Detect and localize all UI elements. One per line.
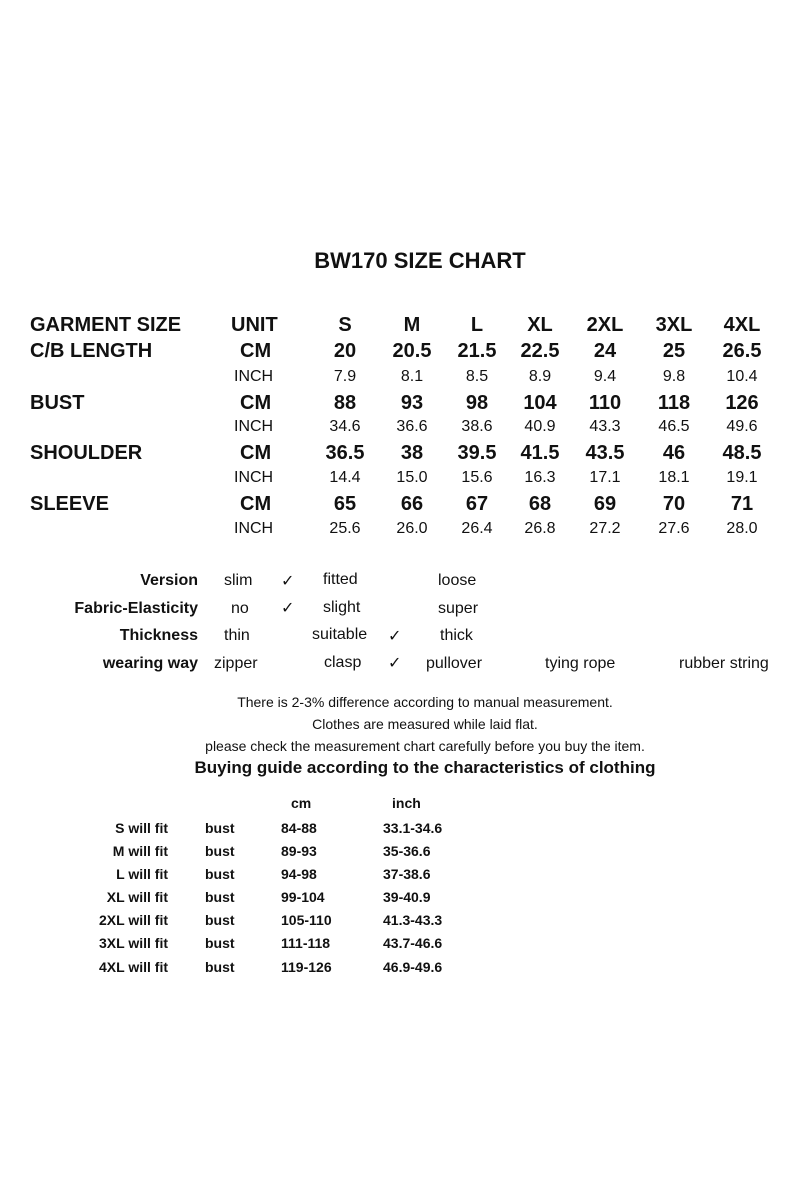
guide-col-inch: inch	[392, 795, 421, 811]
cb-length-inch-2xl: 9.4	[593, 368, 617, 385]
shoulder-cm-xl: 41.5	[520, 442, 560, 464]
cb-length-inch-m: 8.1	[400, 368, 424, 385]
sleeve-inch-s: 25.6	[329, 520, 361, 537]
sleeve-cm-m: 66	[400, 493, 424, 515]
attr-option: loose	[438, 572, 477, 589]
attr-option: pullover	[426, 655, 483, 672]
size-header-l: L	[470, 314, 484, 336]
shoulder-cm-m: 38	[400, 442, 424, 464]
check-mark-icon: ✓	[388, 655, 402, 672]
cb-length-inch-s: 7.9	[333, 368, 357, 385]
cb-length-cm-4xl: 26.5	[722, 340, 762, 362]
size-header-4xl: 4XL	[723, 314, 761, 336]
bust-cm-3xl: 118	[657, 392, 691, 414]
bust-cm-l: 98	[465, 392, 489, 414]
shoulder-cm-s: 36.5	[325, 442, 365, 464]
guide-part: bust	[205, 889, 235, 905]
attr-option: no	[231, 600, 249, 617]
guide-size: 4XL will fit	[99, 959, 168, 975]
unit-inch: INCH	[234, 368, 274, 385]
cb-length-cm-2xl: 24	[593, 340, 617, 362]
unit-cm: CM	[240, 392, 272, 414]
size-header-s: S	[338, 314, 352, 336]
attr-option: thick	[440, 627, 473, 644]
cb-length-inch-4xl: 10.4	[726, 368, 758, 385]
guide-inch-range: 35-36.6	[383, 843, 431, 859]
guide-part: bust	[205, 935, 235, 951]
note-line: There is 2-3% difference according to manual measurement.	[237, 694, 613, 710]
bust-cm-2xl: 110	[588, 392, 622, 414]
guide-cm-range: 94-98	[281, 866, 317, 882]
sleeve-inch-xl: 26.8	[524, 520, 556, 537]
bust-inch-4xl: 49.6	[726, 418, 758, 435]
bust-inch-s: 34.6	[329, 418, 361, 435]
shoulder-inch-m: 15.0	[396, 469, 428, 486]
unit-inch: INCH	[234, 469, 274, 486]
cb-length-inch-xl: 8.9	[528, 368, 552, 385]
sleeve-inch-l: 26.4	[461, 520, 493, 537]
sleeve-inch-4xl: 28.0	[726, 520, 758, 537]
shoulder-inch-4xl: 19.1	[726, 469, 758, 486]
attr-option: rubber string	[679, 655, 769, 672]
size-header-3xl: 3XL	[655, 314, 693, 336]
row-label-cb-length: C/B LENGTH	[30, 340, 153, 362]
guide-part: bust	[205, 820, 235, 836]
shoulder-inch-s: 14.4	[329, 469, 361, 486]
bust-inch-3xl: 46.5	[658, 418, 690, 435]
sleeve-inch-3xl: 27.6	[658, 520, 690, 537]
guide-cm-range: 99-104	[281, 889, 325, 905]
sleeve-cm-4xl: 71	[730, 493, 754, 515]
row-label-bust: BUST	[30, 392, 85, 414]
attr-option: slim	[224, 572, 253, 589]
cb-length-cm-xl: 22.5	[520, 340, 560, 362]
bust-cm-4xl: 126	[725, 392, 759, 414]
unit-cm: CM	[240, 493, 272, 515]
guide-size: XL will fit	[106, 889, 168, 905]
attr-label-fabric-elasticity: Fabric-Elasticity	[74, 600, 198, 617]
row-label-sleeve: SLEEVE	[30, 493, 109, 515]
guide-part: bust	[205, 912, 235, 928]
attr-label-thickness: Thickness	[119, 627, 198, 644]
note-line: Clothes are measured while laid flat.	[312, 716, 538, 732]
size-header-xl: XL	[527, 314, 553, 336]
cb-length-inch-3xl: 9.8	[662, 368, 686, 385]
check-mark-icon: ✓	[388, 628, 402, 645]
bust-cm-xl: 104	[523, 392, 557, 414]
cb-length-inch-l: 8.5	[465, 368, 489, 385]
guide-part: bust	[205, 959, 235, 975]
guide-inch-range: 39-40.9	[383, 889, 431, 905]
guide-size: 2XL will fit	[99, 912, 168, 928]
cb-length-cm-s: 20	[333, 340, 357, 362]
guide-inch-range: 46.9-49.6	[383, 959, 443, 975]
note-line: please check the measurement chart carefully before you buy the item.	[205, 738, 645, 754]
garment-size-header: GARMENT SIZE	[30, 314, 182, 336]
guide-part: bust	[205, 843, 235, 859]
guide-size: L will fit	[116, 866, 168, 882]
guide-inch-range: 37-38.6	[383, 866, 431, 882]
attr-option: fitted	[323, 571, 358, 588]
bust-inch-l: 38.6	[461, 418, 493, 435]
cb-length-cm-m: 20.5	[392, 340, 432, 362]
attr-option: slight	[323, 599, 361, 616]
shoulder-cm-4xl: 48.5	[722, 442, 762, 464]
size-header-2xl: 2XL	[586, 314, 624, 336]
cb-length-cm-3xl: 25	[662, 340, 686, 362]
guide-inch-range: 33.1-34.6	[383, 820, 443, 836]
size-header-m: M	[403, 314, 421, 336]
check-mark-icon: ✓	[281, 600, 295, 617]
sleeve-cm-xl: 68	[528, 493, 552, 515]
unit-cm: CM	[240, 442, 272, 464]
guide-inch-range: 43.7-46.6	[383, 935, 443, 951]
row-label-shoulder: SHOULDER	[30, 442, 143, 464]
attr-option: clasp	[324, 654, 362, 671]
bust-cm-m: 93	[400, 392, 424, 414]
sleeve-cm-2xl: 69	[593, 493, 617, 515]
buying-guide-title: Buying guide according to the characteristics of clothing	[194, 758, 656, 777]
shoulder-inch-3xl: 18.1	[658, 469, 690, 486]
bust-inch-xl: 40.9	[524, 418, 556, 435]
check-mark-icon: ✓	[281, 573, 295, 590]
sleeve-inch-m: 26.0	[396, 520, 428, 537]
cb-length-cm-l: 21.5	[457, 340, 497, 362]
shoulder-cm-2xl: 43.5	[585, 442, 625, 464]
guide-cm-range: 111-118	[281, 935, 331, 951]
attr-option: thin	[224, 627, 250, 644]
attr-option: zipper	[214, 655, 258, 672]
unit-inch: INCH	[234, 520, 274, 537]
guide-col-cm: cm	[291, 795, 312, 811]
guide-cm-range: 105-110	[281, 912, 332, 928]
guide-cm-range: 89-93	[281, 843, 317, 859]
unit-cm: CM	[240, 340, 272, 362]
shoulder-inch-l: 15.6	[461, 469, 493, 486]
attr-option: tying rope	[545, 655, 616, 672]
shoulder-inch-2xl: 17.1	[589, 469, 621, 486]
unit-header: UNIT	[231, 314, 278, 336]
guide-size: M will fit	[112, 843, 168, 859]
shoulder-cm-l: 39.5	[457, 442, 497, 464]
attr-label-wearing-way: wearing way	[102, 655, 198, 672]
sleeve-cm-l: 67	[465, 493, 489, 515]
guide-inch-range: 41.3-43.3	[383, 912, 443, 928]
unit-inch: INCH	[234, 418, 274, 435]
shoulder-cm-3xl: 46	[662, 442, 686, 464]
guide-size: S will fit	[115, 820, 168, 836]
guide-cm-range: 84-88	[281, 820, 317, 836]
guide-cm-range: 119-126	[281, 959, 332, 975]
attr-option: suitable	[312, 626, 368, 643]
sleeve-cm-3xl: 70	[662, 493, 686, 515]
shoulder-inch-xl: 16.3	[524, 469, 556, 486]
page-title: BW170 SIZE CHART	[314, 248, 526, 273]
sleeve-cm-s: 65	[333, 493, 357, 515]
bust-cm-s: 88	[333, 392, 357, 414]
sleeve-inch-2xl: 27.2	[589, 520, 621, 537]
bust-inch-2xl: 43.3	[589, 418, 621, 435]
guide-part: bust	[205, 866, 235, 882]
guide-size: 3XL will fit	[99, 935, 168, 951]
attr-label-version: Version	[140, 572, 198, 589]
attr-option: super	[438, 600, 479, 617]
bust-inch-m: 36.6	[396, 418, 428, 435]
